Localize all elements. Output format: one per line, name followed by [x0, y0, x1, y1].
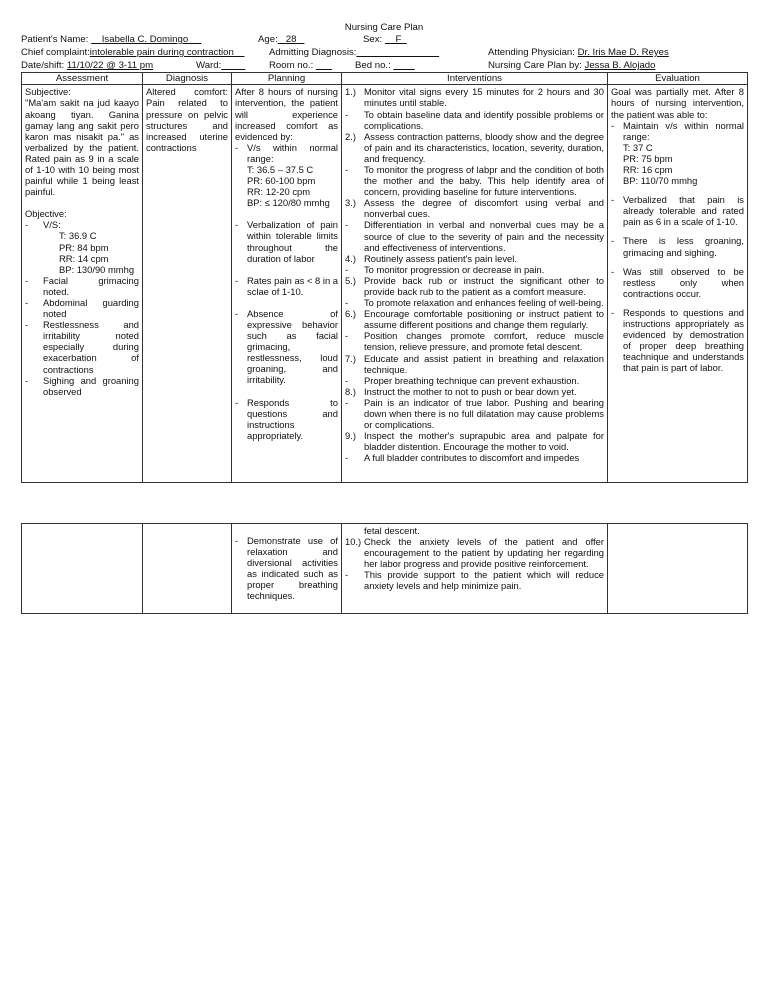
attending-physician-value: Dr. Iris Mae D. Reyes	[577, 47, 669, 58]
planning-vs-pr: PR: 60-100 bpm	[247, 175, 316, 187]
intervention-item: 2.) Assess contraction patterns, bloody show and the degree of pain and its characteristics, location, severity, duration, and frequency.	[345, 130, 604, 164]
ward-label: Ward:	[196, 60, 222, 71]
intervention-item: 9.) Inspect the mother's suprapubic area and palpate for bladder distention. Encourage the mother to void.	[345, 430, 604, 453]
planning-vs-temp: T: 36.5 – 37.5 C	[247, 163, 314, 175]
plan-by-value: Jessa B. Alojado	[584, 60, 656, 71]
objective-label: Objective:	[25, 208, 67, 220]
vs-pr: PR: 84 bpm	[59, 241, 109, 253]
planning-item: - Verbalization of pain within tolerable limits throughout the duration of labor	[235, 219, 338, 264]
care-plan-table	[21, 72, 748, 483]
sex-label: Sex:	[363, 34, 383, 45]
intervention-item: 10.) Check the anxiety levels of the patient and offer encouragement to the patient by updating her regarding her labor progress and provide positive reinforcement.	[345, 536, 604, 570]
chief-complaint-row	[21, 47, 244, 58]
intervention-item: 4.) Routinely assess patient's pain level.	[345, 252, 517, 264]
col-interventions: Interventions	[342, 73, 608, 85]
intervention-item: 5.) Provide back rub or instruct the significant other to provide back rub to the patient as a comfort measure.	[345, 274, 604, 297]
chief-complaint-label: Chief complaint:	[21, 47, 90, 58]
evaluation-vs-item: - Maintain v/s within normal range:	[611, 119, 744, 142]
intervention-item: - To obtain baseline data and identify possible problems or complications.	[345, 108, 604, 131]
planning-cell	[232, 524, 342, 614]
chief-complaint-value: intolerable pain during contraction	[89, 47, 234, 58]
table-body-row	[22, 524, 748, 614]
planning-intro: After 8 hours of nursing intervention, the patient will experience increased comfort as evidenced by:	[235, 86, 338, 142]
admitting-diagnosis-value	[356, 47, 439, 58]
date-shift-value: 11/10/22 @ 3-11 pm	[66, 60, 154, 71]
date-shift-row	[21, 60, 153, 71]
sex-row	[363, 34, 407, 45]
intervention-item: 8.) Instruct the mother to not to push or bear down yet.	[345, 385, 577, 397]
planning-item: - Rates pain as < 8 in a sclae of 1-10.	[235, 274, 338, 297]
finding-item: - Facial grimacing noted.	[25, 274, 139, 297]
intervention-item: - Pain is an indicator of true labor. Pushing and bearing down when there is no full dilatation may cause problems or complications.	[345, 396, 604, 431]
planning-vs-item: - V/s within normal range:	[235, 141, 338, 164]
subjective-label: Subjective:	[25, 86, 71, 98]
vs-bp: BP: 130/90 mmhg	[59, 263, 135, 275]
admitting-diagnosis-label: Admitting Diagnosis:	[269, 47, 357, 58]
care-plan-table-continued	[21, 523, 748, 614]
patient-name-value: Isabella C. Domingo	[101, 34, 189, 45]
age-row	[258, 34, 304, 45]
intervention-item: 1.) Monitor vital signs every 15 minutes for 2 hours and 30 minutes until stable.	[345, 86, 604, 109]
table-header-row	[22, 73, 748, 85]
admitting-diagnosis-row	[269, 47, 439, 58]
vs-rr: RR: 14 cpm	[59, 252, 109, 264]
planning-vs-rr: RR: 12-20 cpm	[247, 186, 311, 198]
patient-name-row	[21, 34, 201, 45]
evaluation-cell	[608, 524, 748, 614]
finding-item: - Restlessness and irritability noted especially during exacerbation of contractions	[25, 319, 139, 375]
evaluation-vs-pr: PR: 75 bpm	[623, 152, 673, 164]
evaluation-item: - Verbalized that pain is already tolerable and rated pain as 6 in a scale of 1-10.	[611, 194, 744, 228]
diagnosis-cell	[143, 524, 232, 614]
date-shift-label: Date/shift:	[21, 60, 65, 71]
room-label: Room no.:	[269, 60, 314, 71]
intervention-item: - To promote relaxation and enhances feeling of well-being.	[345, 297, 604, 309]
evaluation-item: - Was still observed to be restless only when contractions occur.	[611, 265, 744, 299]
intervention-item: - Position changes promote comfort, reduce muscle tension, relieve pressure, and promote fetal descent.	[345, 330, 604, 353]
intervention-item: 7.) Educate and assist patient in breathing and relaxation technique.	[345, 352, 604, 375]
document-title: Nursing Care Plan	[344, 22, 424, 33]
patient-name-label: Patient's Name:	[21, 34, 89, 45]
intervention-item: - Differentiation in verbal and nonverbal cues may be a source of clue to the severity of pain and the necessity and effectiveness of interventions.	[345, 219, 604, 253]
interventions-cell	[342, 524, 608, 614]
intervention-item: - A full bladder contributes to discomfort and impedes	[345, 452, 580, 464]
evaluation-vs-rr: RR: 16 cpm	[623, 163, 673, 175]
intervention-item: - Proper breathing technique can prevent exhaustion.	[345, 374, 580, 386]
subjective-text: "Ma'am sakit na jud kaayo akoang tiyan. Ganina gamay lang ang sakit pero karon mas nisakit pa." as verbalized by the patient. Rated pain as 9 in a scale of 1-10 with 10 being most painful while 1 being least painful.	[25, 97, 139, 198]
col-evaluation: Evaluation	[608, 73, 748, 85]
assessment-cell	[22, 524, 143, 614]
ward-row	[196, 60, 245, 71]
intervention-item: 6.) Encourage comfortable positioning or instruct patient to assume different positions and change them regularly.	[345, 308, 604, 331]
planning-vs-bp: BP: ≤ 120/80 mmhg	[247, 197, 330, 209]
sex-value: F	[395, 34, 402, 45]
evaluation-vs-bp: BP: 110/70 mmhg	[623, 175, 698, 187]
attending-physician-label: Attending Physician:	[488, 47, 575, 58]
attending-physician-row	[488, 47, 669, 58]
evaluation-cell	[608, 85, 748, 483]
intervention-continuation: fetal descent.	[364, 525, 420, 536]
bed-value	[393, 60, 414, 71]
planning-item: - Absence of expressive behavior such as facial grimacing, restlessness, loud groaning, and irritability.	[235, 307, 338, 386]
evaluation-item: - Responds to questions and instructions appropriately as evidenced by demostration of proper deep breathing teachnique and understands that pain is part of labor.	[611, 306, 744, 374]
intervention-item: 3.) Assess the degree of discomfort using verbal and nonverbal cues.	[345, 197, 604, 220]
diagnosis-cell	[143, 85, 232, 483]
finding-item: - Abdominal guarding noted	[25, 297, 139, 320]
col-assessment: Assessment	[22, 73, 143, 85]
bed-label: Bed no.:	[355, 60, 391, 71]
room-value	[316, 60, 332, 71]
intervention-item: - To monitor progression or decrease in pain.	[345, 263, 545, 275]
plan-by-row	[488, 60, 655, 71]
planning-item: - Responds to questions and instructions appropriately.	[235, 396, 338, 441]
age-label: Age:	[258, 34, 278, 45]
age-value: 28	[285, 34, 297, 45]
evaluation-item: - There is less groaning, grimacing and sighing.	[611, 235, 744, 258]
evaluation-vs-temp: T: 37 C	[623, 141, 653, 153]
bed-row	[355, 60, 415, 71]
col-planning: Planning	[232, 73, 342, 85]
vs-temp: T: 36.9 C	[59, 230, 97, 242]
assessment-cell	[22, 85, 143, 483]
intervention-item: - To monitor the progress of labpr and the condition of both the mother and the baby. This help identify area of concern, providing baseline for future interventions.	[345, 163, 604, 198]
finding-item: - Sighing and groaning observed	[25, 374, 139, 397]
plan-by-label: Nursing Care Plan by:	[488, 60, 582, 71]
diagnosis-text: Altered comfort: Pain related to pressure on pelvic structures and increased uterine contractions	[146, 86, 228, 153]
ward-value	[221, 60, 245, 71]
table-body-row	[22, 85, 748, 483]
room-row	[269, 60, 332, 71]
vs-item: - V/S:	[25, 219, 61, 231]
planning-cell	[232, 85, 342, 483]
intervention-item: - This provide support to the patient which will reduce anxiety levels and help minimize pain.	[345, 569, 604, 592]
interventions-cell	[342, 85, 608, 483]
col-diagnosis: Diagnosis	[143, 73, 232, 85]
planning-item: - Demonstrate use of relaxation and diversional activities as indicated such as proper breathing techniques.	[235, 535, 338, 602]
evaluation-intro: Goal was partially met. After 8 hours of nursing intervention, the patient was able to:	[611, 86, 744, 120]
